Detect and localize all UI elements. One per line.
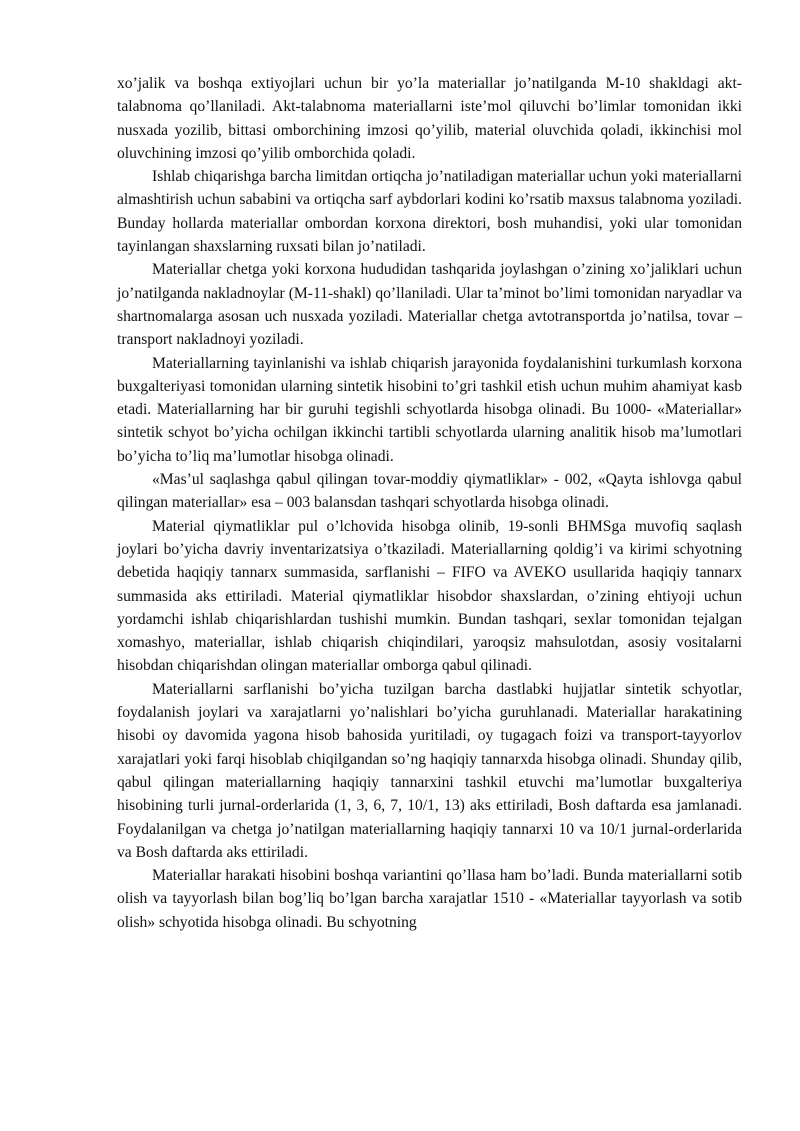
paragraph: Material qiymatliklar pul o’lchovida hisobga olinib, 19-sonli BHMSga muvofiq saqlash joylari bo’yicha davriy inventarizatsiya o’tkaziladi. Materiallarning qoldig’i va kirimi schyotning debetida haqiqiy tannarx summasida, sarflanishi – FIFO va AVEKO usullarida haqiqiy tannarx summasida aks ettiriladi. Material qiymatliklar hisobdor shaxslardan, o’zining ehtiyoji uchun yordamchi ishlab chiqarishlardan tushishi mumkin. Bundan tashqari, sexlar tomonidan tejalgan xomashyo, materiallar, ishlab chiqarish chiqindilari, yaroqsiz mahsulotdan, asosiy vositalarni hisobdan chiqarishdan olingan materiallar omborga qabul qilinadi. [117,517,742,675]
paragraph: Materiallarning tayinlanishi va ishlab chiqarish jarayonida foydalanishini turkumlash korxona buxgalteriyasi tomonidan ularning sintetik hisobini to’gri tashkil etish uchun muhim ahamiyat kasb etadi. Materiallarning har bir guruhi tegishli schyotlarda hisobga olinadi. Bu 1000- «Materiallar» sintetik schyot bo’yicha ochilgan ikkinchi tartibli schyotlarda ularning analitik hisob ma’lumotlari bo’yicha to’liq ma’lumotlar hisobga olinadi. [117,354,742,465]
paragraph: Materiallar harakati hisobini boshqa variantini qo’llasa ham bo’ladi. Bunda materiallarni sotib olish va tayyorlash bilan bog’liq bo’lgan barcha xarajatlar 1510 - «Materiallar tayyorlash va sotib olish» schyotida hisobga olinadi. Bu schyotning [117,867,742,931]
paragraph: Ishlab chiqarishga barcha limitdan ortiqcha jo’natiladigan materiallar uchun yoki materiallarni almashtirish uchun sababini va ortiqcha sarf aybdorlari kodini ko’rsatib maxsus talabnoma yoziladi. Bunday hollarda materiallar ombordan korxona direktori, bosh muhandisi, yoki ular tomonidan tayinlangan shaxslarning ruxsati bilan jo’natiladi. [117,168,742,256]
paragraph: xo’jalik va boshqa extiyojlari uchun bir yo’la materiallar jo’natilganda M-10 shakldagi akt-talabnoma qo’llaniladi. Akt-talabnoma materiallarni iste’mol qiluvchi bo’limlar tomonidan ikki nusxada yozilib, bittasi omborchining imzosi qo’yilib, material oluvchida qoladi, ikkinchisi mol oluvchining imzosi qo’yilib omborchida qoladi. [117,75,742,162]
document-page [117,72,742,934]
paragraph: Materiallar chetga yoki korxona hududidan tashqarida joylashgan o’zining xo’jaliklari uchun jo’natilganda nakladnoylar (M-11-shakl) qo’llaniladi. Ular ta’minot bo’limi tomonidan naryadlar va shartnomalarga asosan uch nusxada yoziladi. Materiallar chetga avtotransportda jo’natilsa, tovar – transport nakladnoyi yoziladi. [117,261,742,349]
paragraph: «Mas’ul saqlashga qabul qilingan tovar-moddiy qiymatliklar» - 002, «Qayta ishlovga qabul qilingan materiallar» esa – 003 balansdan tashqari schyotlarda hisobga olinadi. [117,471,742,512]
paragraph: Materiallarni sarflanishi bo’yicha tuzilgan barcha dastlabki hujjatlar sintetik schyotlar, foydalanish joylari va xarajatlarni yo’nalishlari bo’yicha guruhlanadi. Materiallar harakatining hisobi oy davomida yagona hisob bahosida yuritiladi, oy tugagach foizi va transport-tayyorlov xarajatlari yoki farqi hisoblab chiqilgandan so’ng haqiqiy tannarxda hisobga olinadi. Shunday qilib, qabul qilingan materiallarning haqiqiy tannarxini tashkil etuvchi ma’lumotlar buxgalteriya hisobining turli jurnal-orderlarida (1, 3, 6, 7, 10/1, 13) aks ettiriladi, Bosh daftarda esa jamlanadi. Foydalanilgan va chetga jo’natilgan materiallarning haqiqiy tannarxi 10 va 10/1 jurnal-orderlarida va Bosh daftarda aks ettiriladi. [117,680,742,861]
